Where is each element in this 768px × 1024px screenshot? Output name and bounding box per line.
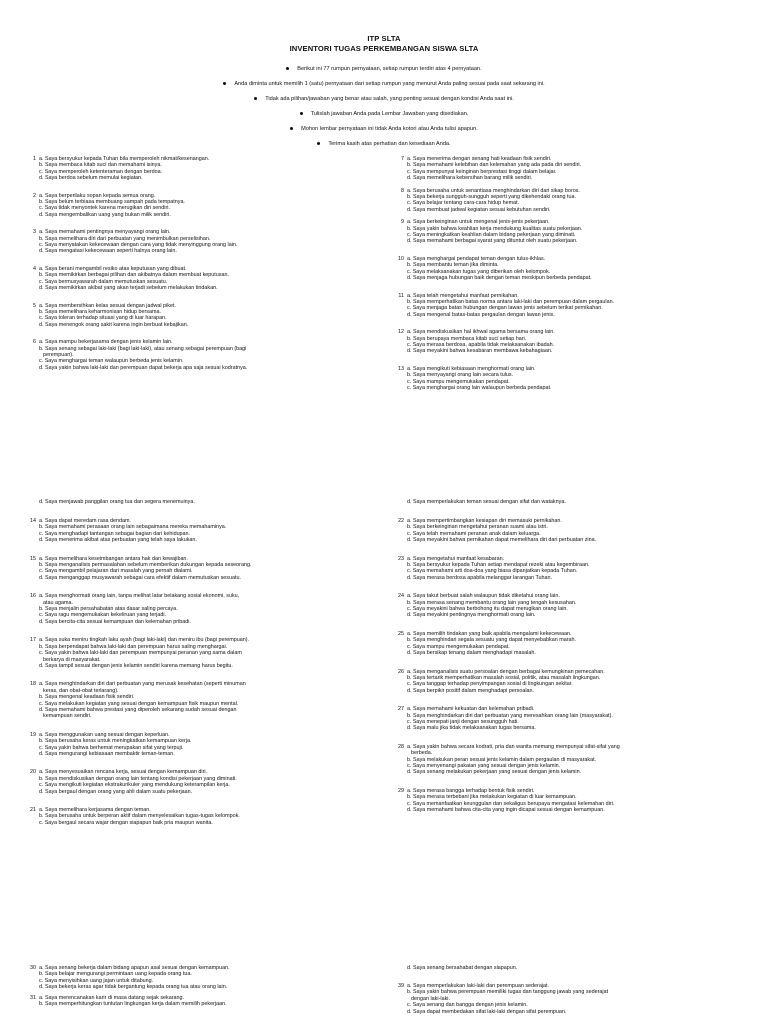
question-item bbox=[28, 732, 373, 758]
answer-option: a. Saya menghindarkan diri dari perbuatan yang merusak kesehatan (seperti minuman bbox=[39, 681, 246, 688]
answer-option: d. Saya malu jika tidak melaksanakan tugas bersama. bbox=[407, 725, 536, 732]
answer-option: d. Saya memelihara kebersihan barang milik sendiri. bbox=[407, 175, 533, 182]
question-number: 1 bbox=[33, 156, 36, 162]
answer-option: d. Saya bercita-cita sesuai kemampuan dan kelemahan pribadi. bbox=[39, 618, 191, 625]
question-item bbox=[396, 788, 746, 814]
answer-option: d. Saya yakin bahwa laki-laki dan perempuan dapat bekerja apa saja sesuai kodratnya. bbox=[39, 364, 248, 371]
question-number: 20 bbox=[30, 769, 36, 776]
answer-option: a. Saya merencanakan karir di masa datang sejak sekarang. bbox=[39, 994, 185, 1001]
instruction-text: Terima kasih atas perhatian dan kesediaan Anda. bbox=[328, 141, 451, 147]
answer-option: berkarya di masyarakat. bbox=[43, 656, 101, 663]
stray-option-left: d. Saya menjawab panggilan orang tua dan segera menemuinya. bbox=[39, 499, 195, 505]
document-title: ITP SLTA bbox=[367, 34, 401, 43]
answer-option: d. Saya mengurangi kebiasaan membaktir teman-teman. bbox=[39, 750, 175, 757]
answer-option: b. Saya memahami kelebihan dan kelemahan yang ada pada diri sendiri. bbox=[407, 162, 582, 169]
answer-option: c. Saya bergaul secara wajar dengan siapapun baik pria maupun wanita. bbox=[39, 819, 213, 826]
question-item bbox=[396, 366, 746, 392]
instruction-text: Anda diminta untuk memilih 1 (satu) pernyataan dari setiap rumpun yang menurut Anda paling sesuai pada saat sekarang ini. bbox=[234, 81, 545, 87]
answer-option: d. Saya meyakini bahwa pernikahan dapat memelihara diri dari perbuatan zina. bbox=[407, 537, 597, 544]
answer-option: c. Saya memperoleh ketenteraman dengan berdoa. bbox=[39, 168, 163, 175]
answer-option: d. Saya membuat jadwal kegiatan sesuai kebutuhan sendiri. bbox=[407, 206, 551, 213]
answer-option: d. Saya tampil sesuai dengan jenis kelamin sendiri karena memang harus begitu. bbox=[39, 662, 233, 669]
answer-option: b. Saya memikirkan berbagai pilihan dan akibatnya dalam membuat keputusan. bbox=[39, 272, 229, 279]
answer-option: c. Saya memanfaatkan keunggulan dan sekaligus berupaya mengatasi kelemahan diri. bbox=[407, 800, 615, 807]
answer-option: a. Saya merasa bangga terhadap bentuk fisik sendiri. bbox=[407, 787, 535, 794]
answer-option: berbeda. bbox=[411, 750, 433, 757]
answer-option: d. Saya menjaga hubungan baik dengan teman meskipun berbeda pendapat. bbox=[407, 275, 592, 282]
answer-option: a. Saya menyesuaikan rencana kerja, sesuai dengan kemampuan diri. bbox=[39, 769, 208, 776]
stray-option-right: d. Saya memperlakukan teman sesuai dengan sifat dan wataknya. bbox=[407, 499, 566, 505]
answer-option: d. Saya memikirkan akibat yang akan terjadi sebelum melakukan tindakan. bbox=[39, 285, 218, 292]
answer-option: b. Saya belum terbiasa membuang sampah pada tempatnya. bbox=[39, 199, 185, 206]
question-number: 3 bbox=[33, 229, 36, 236]
answer-option: d. Saya berdoa sebelum memulai kegiatan. bbox=[39, 175, 143, 182]
answer-option: c. Saya menyisihkan uang jajan untuk ditabung. bbox=[39, 977, 154, 984]
question-item bbox=[28, 229, 373, 255]
question-number: 17 bbox=[30, 637, 36, 644]
instruction-item bbox=[0, 66, 768, 73]
question-number: 11 bbox=[398, 292, 404, 299]
question-item bbox=[396, 706, 746, 732]
question-number: 27 bbox=[398, 706, 404, 713]
answer-option: kemampuan sendiri. bbox=[43, 713, 92, 720]
question-item bbox=[28, 156, 373, 182]
answer-option: d. Saya merasa berdosa apabila melanggar larangan Tuhan. bbox=[407, 574, 553, 581]
answer-option: a. Saya takut berbuat salah walaupun tidak diketahui orang lain. bbox=[407, 593, 560, 600]
answer-option: d. Saya memahami bahwa prestasi yang diperoleh sekarang sudah sesuai dengan bbox=[39, 706, 237, 713]
question-number: 8 bbox=[401, 187, 404, 194]
bullet-icon bbox=[300, 112, 303, 115]
question-item bbox=[396, 518, 746, 544]
question-item bbox=[396, 983, 746, 1015]
answer-option: c. Saya tanggap terhadap penyimpangan sosial di lingkungan sekitar. bbox=[407, 681, 573, 688]
answer-option: d. Saya menganggap musyawarah sebagai cara efektif dalam memutuskan sesuatu. bbox=[39, 574, 241, 581]
question-item bbox=[28, 965, 373, 991]
block2-right-column bbox=[396, 518, 746, 825]
answer-option: c. Saya mengambil pelajaran dari masalah yang pernah dialami. bbox=[39, 568, 193, 575]
question-item bbox=[396, 669, 746, 695]
bullet-icon bbox=[223, 82, 226, 85]
question-number: 30 bbox=[30, 965, 36, 971]
answer-option: a. Saya memahami pentingnya menyayangi orang lain. bbox=[39, 229, 171, 236]
question-number: 9 bbox=[401, 219, 404, 226]
answer-option: b. Saya memelihara diri dari perbuatan yang menimbulkan perselisihan. bbox=[39, 235, 211, 242]
answer-option: b. Saya menyayangi orang lain secara tulus. bbox=[407, 372, 514, 379]
question-item bbox=[396, 329, 746, 355]
answer-option: c. Saya mampu mengemukakan pendapat. bbox=[407, 378, 510, 385]
answer-option: b. Saya memelihara keharmonisan hidup bersama. bbox=[39, 308, 161, 315]
answer-option: c. Saya melaksanakan tugas yang diberikan oleh kelompok. bbox=[407, 268, 551, 275]
bullet-icon bbox=[317, 142, 320, 145]
answer-option: a. Saya suka meniru tingkah laku ayah (bagi laki-laki) dan meniru ibu (bagi perempuan). bbox=[39, 637, 250, 644]
answer-option: b. Saya membantu teman jika diminta. bbox=[407, 262, 499, 269]
question-item bbox=[28, 193, 373, 219]
instruction-item bbox=[0, 126, 768, 133]
answer-option: c. Saya menyatakan kekecewaan dengan cara yang tidak menyinggung orang lain. bbox=[39, 242, 238, 249]
answer-option: b. Saya mengenal keadaan fisik sendiri. bbox=[39, 694, 135, 701]
answer-option: a. Saya berusaha untuk senantiasa menghindarkan diri dari sikap boros. bbox=[407, 187, 580, 194]
answer-option: a. Saya menghargai pendapat teman dengan tulus-ikhlas. bbox=[407, 255, 546, 262]
question-number: 7 bbox=[401, 156, 404, 162]
answer-option: atau agama. bbox=[43, 599, 73, 606]
answer-option: b. Saya melakukan peran sesuai jenis kelamin dalam pergaulan di masyarakat. bbox=[407, 756, 597, 763]
instruction-text: Mohon lembar pernyataan ini tidak Anda kotori atau Anda tulisi apapun. bbox=[301, 126, 478, 132]
answer-option: b. Saya menghindarkan diri dari perbuatan yang meresahkan orang lain (masyarakat). bbox=[407, 712, 613, 719]
question-number: 4 bbox=[33, 265, 36, 272]
answer-option: b. Saya merasa terbebani jika melakukan kegiatan di luar kemampuan. bbox=[407, 794, 577, 801]
answer-option: a. Saya dapat meredam rasa dendam. bbox=[39, 518, 131, 524]
answer-option: c. Saya merasa berdosa, apabila tidak melaksanakan ibadah. bbox=[407, 341, 555, 348]
answer-option: b. Saya berpendapat bahwa laki-laki dan perempuan harus saling menghargai. bbox=[39, 643, 228, 650]
answer-option: a. Saya berani mengambil resiko atas keputusan yang dibuat. bbox=[39, 265, 187, 272]
instruction-item bbox=[0, 81, 768, 88]
answer-option: a. Saya mengikuti kebiasaan menghormati orang lain. bbox=[407, 365, 536, 372]
answer-option: b. Saya belajar mengurangi permintaan uang kepada orang tua. bbox=[39, 971, 192, 978]
question-number: 28 bbox=[398, 743, 404, 750]
answer-option: d. Saya menengok orang sakit karena ingin berbuat kebajikan. bbox=[39, 321, 189, 328]
answer-option: b. Saya bersyukur kepada Tuhan setiap mendapat rezeki atau kegembiraan. bbox=[407, 562, 590, 569]
answer-option: d. Saya bersikap tenang dalam menghadapi masalah. bbox=[407, 650, 536, 657]
question-item bbox=[28, 339, 373, 371]
answer-option: c. Saya memahami arti doa-doa yang biasa dipanjatkan kepada Tuhan. bbox=[407, 568, 578, 575]
question-number: 5 bbox=[33, 302, 36, 309]
question-number: 21 bbox=[30, 807, 36, 813]
answer-option: a. Saya menerima dengan senang hati keadaan fisik sendiri. bbox=[407, 156, 552, 162]
answer-option: c. Saya senang dan bangga dengan jenis kelamin. bbox=[407, 1002, 528, 1009]
bullet-icon bbox=[254, 97, 257, 100]
question-number: 31 bbox=[30, 994, 36, 1001]
answer-option: c. Saya yakin bahwa berhemat merupakan sifat yang terpuji. bbox=[39, 744, 184, 751]
answer-option: c. Saya yakin bahwa laki-laki dan perempuan mempunyai peranan yang sama dalam bbox=[39, 650, 242, 657]
question-item bbox=[28, 266, 373, 292]
answer-option: a. Saya memelihara kerjasama dengan teman. bbox=[39, 807, 151, 813]
instruction-item bbox=[0, 111, 768, 118]
answer-option: perempuan). bbox=[43, 351, 74, 358]
answer-option: d. Saya bekerja keras agar tidak bergantung kepada orang tua atau orang lain. bbox=[39, 984, 228, 991]
answer-option: d. Saya memahami berbagai syarat yang dituntut oleh suatu pekerjaan. bbox=[407, 238, 578, 245]
bullet-icon bbox=[286, 67, 289, 70]
question-number: 18 bbox=[30, 681, 36, 688]
answer-option: b. Saya menghindari segala sesuatu yang dapat menyebabkan marah. bbox=[407, 637, 577, 644]
question-item bbox=[396, 256, 746, 282]
answer-option: a. Saya yakin bahwa secara kodrati, pria dan wanita memang mempunyai sifat-sifat yang bbox=[407, 743, 620, 750]
question-number: 14 bbox=[30, 518, 36, 524]
answer-option: b. Saya yakin bahwa keahlian kerja mendukung kualitas suatu pekerjaan. bbox=[407, 225, 583, 232]
answer-option: b. Saya senang sebagai laki-laki (bagi laki-laki), atau senang sebagai perempuan (bagi bbox=[39, 345, 247, 352]
answer-option: a. Saya senang bekerja dalam bidang apapun asal sesuai dengan kemampuan. bbox=[39, 965, 230, 971]
question-item bbox=[28, 769, 373, 795]
answer-option: d. Saya meyakini bahwa kesabaran membawa kebahagiaan. bbox=[407, 348, 553, 355]
answer-option: b. Saya menganalisis permasalahan sebelum memberikan dukungan kepada seseorang. bbox=[39, 562, 252, 569]
answer-option: a. Saya menggunakan uang sesuai dengan keperluan. bbox=[39, 731, 170, 738]
answer-option: b. Saya mendiskusikan dengan orang lain tentang kondisi pekerjaan yang diminati. bbox=[39, 775, 237, 782]
block2-left-column bbox=[28, 518, 373, 838]
question-number: 29 bbox=[398, 787, 404, 794]
answer-option: b. Saya membaca kitab suci dan memahami isinya. bbox=[39, 162, 162, 169]
block1-left-column bbox=[28, 156, 373, 382]
answer-option: b. Saya memahami perasaan orang lain sebagaimana mereka memahaminya. bbox=[39, 524, 227, 531]
answer-option: c. Saya mengikuti kegiatan ekstrakurikuler yang mendukung keterampilan kerja. bbox=[39, 782, 230, 789]
answer-option: a. Saya mampu bekerjasama dengan jenis kelamin lain. bbox=[39, 339, 173, 346]
answer-option: a. Saya mempertimbangkan kesiapan diri memasuki pernikahan. bbox=[407, 518, 562, 524]
answer-option: c. Saya mampu mengemukakan pendapat. bbox=[407, 643, 510, 650]
question-item bbox=[28, 681, 373, 719]
question-item bbox=[28, 807, 373, 826]
instruction-item bbox=[0, 96, 768, 103]
question-number: 16 bbox=[30, 593, 36, 600]
answer-option: c. Saya telah memahami peranan anak dalam keluarga. bbox=[407, 530, 541, 537]
answer-option: d. Saya mengembalikan uang yang bukan milik sendiri. bbox=[39, 211, 171, 218]
question-item bbox=[396, 556, 746, 582]
answer-option: a. Saya memahami kekuatan dan kelemahan pribadi. bbox=[407, 706, 535, 713]
answer-option: c. Saya meningkatkan keahlian dalam bidang pekerjaan yang diminati. bbox=[407, 232, 576, 239]
question-number: 24 bbox=[398, 593, 404, 600]
question-item bbox=[28, 995, 373, 1008]
answer-option: d. Saya dapat membedakan sifat laki-laki dengan sifat perempuan. bbox=[407, 1008, 567, 1015]
answer-option: a. Saya mendiskusikan hal ikhwal agama bersama orang lain. bbox=[407, 329, 555, 336]
stray-option-right-bottom: d. Saya senang bersahabat dengan siapapun. bbox=[407, 965, 518, 971]
answer-option: a. Saya menghormati orang lain, tanpa melihat latar belakang sosial ekonomi, suku, bbox=[39, 593, 240, 600]
answer-option: a. Saya memilih tindakan yang baik apabila mengalami kekecewaan. bbox=[407, 630, 572, 637]
question-item bbox=[396, 631, 746, 657]
answer-option: b. Saya memperhatikan batas norma antara laki-laki dan perempuan dalam pergaulan. bbox=[407, 298, 615, 305]
question-number: 22 bbox=[398, 518, 404, 524]
document-subtitle: INVENTORI TUGAS PERKEMBANGAN SISWA SLTA bbox=[289, 44, 479, 53]
question-item bbox=[28, 556, 373, 582]
instruction-text: Berikut ini 77 rumpun pernyataan, setiap rumpun terdiri atas 4 pernyataan. bbox=[297, 66, 482, 72]
question-item bbox=[28, 303, 373, 329]
answer-option: d. Saya senang melakukan pekerjaan yang sesuai dengan jenis kelamin. bbox=[407, 769, 582, 776]
answer-option: c. Saya menghargai teman walaupun berbeda jenis kelamin. bbox=[39, 358, 184, 365]
answer-option: a. Saya menganalisis suatu persoalan dengan berbagai kemungkinan pemecahan. bbox=[407, 668, 605, 675]
answer-option: c. Saya menjaga batas hubungan dengan lawan jenis sebelum terikat pernikahan. bbox=[407, 305, 603, 312]
answer-option: d. Saya mengenal batas-batas pergaulan dengan lawan jenis. bbox=[407, 311, 555, 318]
question-number: 25 bbox=[398, 630, 404, 637]
answer-option: a. Saya berperilaku sopan kepada semua orang. bbox=[39, 192, 156, 199]
answer-option: d. Saya menerima akibat atas perbuatan yang telah saya lakukan. bbox=[39, 537, 197, 544]
answer-option: c. Saya tidak menyontek karena merugikan diri sendiri. bbox=[39, 205, 170, 212]
question-item bbox=[28, 637, 373, 669]
instruction-text: Tulislah jawaban Anda pada Lembar Jawaban yang disediakan. bbox=[310, 111, 469, 117]
answer-option: d. Saya mengatasi kekecewaan seperti halnya orang lain. bbox=[39, 248, 177, 255]
question-item bbox=[28, 593, 373, 625]
question-item bbox=[396, 744, 746, 776]
answer-option: a. Saya membersihkan kelas sesuai dengan jadwal piket. bbox=[39, 302, 176, 309]
question-number: 15 bbox=[30, 555, 36, 562]
answer-option: d. Saya meyakini pentingnya menghormati orang lain. bbox=[407, 612, 536, 619]
question-number: 13 bbox=[398, 365, 404, 372]
answer-option: c. Saya menghadapi tantangan sebagai bagian dari kehidupan. bbox=[39, 530, 191, 537]
answer-option: c. Saya ragu mengemukakan kekeliruan yang terjadi. bbox=[39, 612, 167, 619]
answer-option: b. Saya bekerja sungguh-sungguh seperti yang dikehendaki orang tua. bbox=[407, 194, 577, 201]
answer-option: keras, dan obat-obat terlarang). bbox=[43, 687, 119, 694]
answer-option: b. Saya merasa senang membantu orang lain yang tengah kesusahan. bbox=[407, 599, 577, 606]
answer-option: b. Saya berkeinginan mengetahui peranan suami atau istri. bbox=[407, 524, 548, 531]
answer-option: b. Saya memperhitungkan tuntutan lingkungan kerja dalam memilih pekerjaan. bbox=[39, 1001, 227, 1008]
answer-option: d. Saya berpikir positif dalam menghadapi persoalan. bbox=[407, 687, 535, 694]
answer-option: c. Saya meyakini bahwa berbohong itu dapat merugikan orang lain. bbox=[407, 606, 568, 613]
question-item bbox=[396, 219, 746, 245]
answer-option: c. Saya belajar tentang cara-cara hidup hemat. bbox=[407, 200, 520, 207]
answer-option: dengan laki-laki. bbox=[411, 995, 450, 1002]
answer-option: a. Saya memelihara keseimbangan antara hak dan kewajiban. bbox=[39, 555, 188, 562]
question-number: 2 bbox=[33, 192, 36, 199]
question-number: 39 bbox=[398, 983, 404, 989]
answer-option: a. Saya telah mengetahui manfaat pernikahan. bbox=[407, 292, 519, 299]
answer-option: d. Saya bergaul dengan orang yang ahli dalam suatu pekerjaan. bbox=[39, 788, 193, 795]
answer-option: c. Saya menyenangi pakaian yang sesuai dengan jenis kelamin. bbox=[407, 762, 561, 769]
bullet-icon bbox=[290, 127, 293, 130]
answer-option: b. Saya tertarik memperhatikan masalah sosial, politik, atau masalah lingkungan. bbox=[407, 674, 601, 681]
block3-left-column bbox=[28, 965, 373, 1011]
question-item bbox=[396, 156, 746, 182]
question-number: 23 bbox=[398, 555, 404, 562]
answer-option: c. Saya toleran terhadap situasi yang di luar harapan. bbox=[39, 315, 167, 322]
answer-option: b. Saya berupaya membaca kitab suci setiap hari. bbox=[407, 335, 527, 342]
answer-option: c. Saya menghargai orang lain walaupun berbeda pendapat. bbox=[407, 384, 552, 391]
instruction-item bbox=[0, 141, 768, 148]
answer-option: d. Saya memahami bahwa cita-cita yang ingin dicapai sesuai dengan kemampuan. bbox=[407, 807, 605, 813]
answer-option: b. Saya yakin bahwa perempuan memiliki tugas dan tanggung jawab yang sederajat bbox=[407, 989, 609, 996]
question-number: 12 bbox=[398, 329, 404, 336]
answer-option: a. Saya mengetahui manfaat kesabaran. bbox=[407, 555, 505, 562]
answer-option: b. Saya berusaha untuk berperan aktif dalam menyelesaikan tugas-tugas kelompok. bbox=[39, 813, 240, 820]
question-number: 10 bbox=[398, 255, 404, 262]
answer-option: c. Saya melakukan kegiatan yang sesuai dengan kemampuan fisik maupun mental. bbox=[39, 700, 239, 707]
question-number: 6 bbox=[33, 339, 36, 346]
block1-right-column bbox=[396, 156, 746, 402]
question-item bbox=[28, 518, 373, 544]
answer-option: c. Saya menepati janji dengan sesungguh hati. bbox=[407, 718, 519, 725]
question-number: 26 bbox=[398, 668, 404, 675]
answer-option: b. Saya berusaha keras untuk meningkatkan kemampuan kerja. bbox=[39, 738, 192, 745]
answer-option: a. Saya bersyukur kepada Tuhan bila memperoleh nikmat/kesenangan. bbox=[39, 156, 210, 162]
question-item bbox=[396, 293, 746, 319]
answer-option: c. Saya mempunyai keinginan berprestasi tinggi dalam belajar. bbox=[407, 168, 557, 175]
question-item bbox=[396, 593, 746, 619]
answer-option: a. Saya berkeinginan untuk mengenal jenis-jenis pekerjaan. bbox=[407, 219, 550, 226]
block3-right-column bbox=[396, 983, 746, 1019]
question-item bbox=[396, 188, 746, 214]
question-number: 19 bbox=[30, 731, 36, 738]
instruction-text: Tidak ada pilihan/jawaban yang benar atau salah, yang penting sesuai dengan kondisi Anda saat ini. bbox=[265, 96, 514, 102]
answer-option: a. Saya memperlakukan laki-laki dan perempuan sederajat. bbox=[407, 983, 550, 989]
answer-option: b. Saya menjalin persahabatan atas dasar saling percaya. bbox=[39, 606, 178, 613]
answer-option: c. Saya bermusyawarah dalam memutuskan sesuatu. bbox=[39, 278, 168, 285]
